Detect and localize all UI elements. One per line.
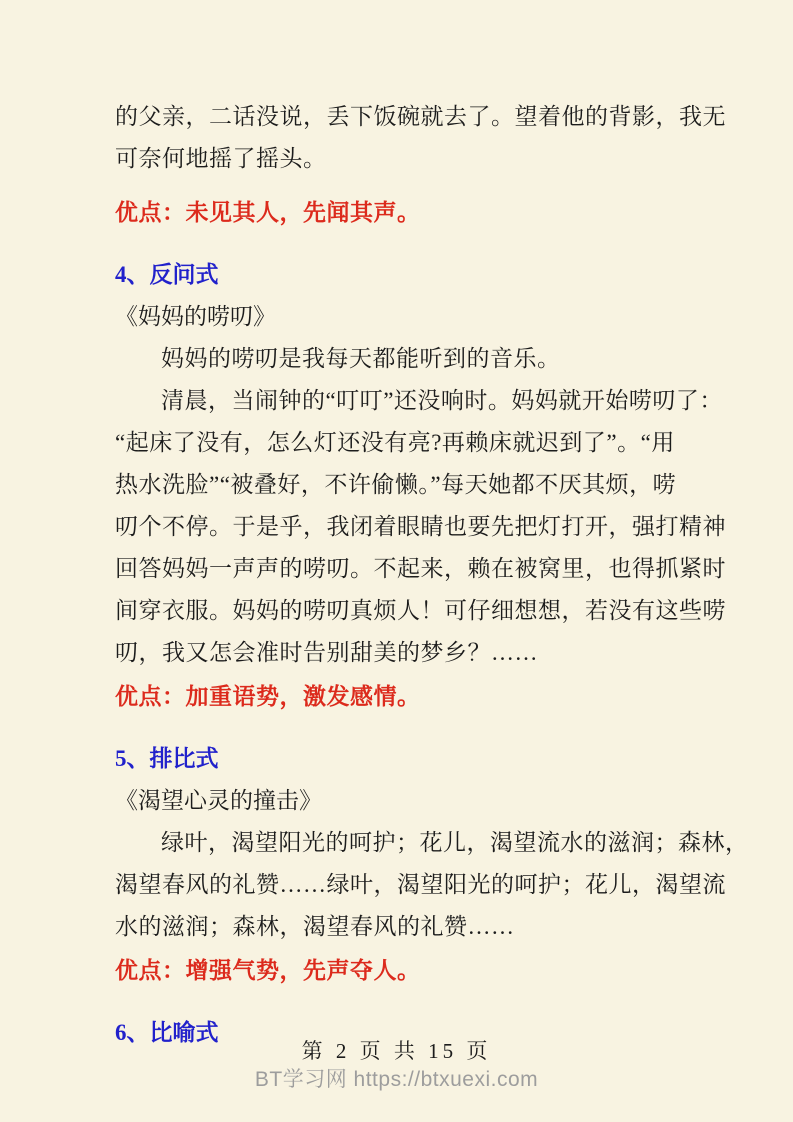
essay-title: 《妈妈的唠叨》 (115, 304, 276, 329)
merit-line: 优点：加重语势，激发感情。 (115, 684, 421, 709)
body-line: 回答妈妈一声声的唠叨。不起来，赖在被窝里，也得抓紧时 (115, 556, 726, 581)
merit-line: 优点：增强气势，先声夺人。 (115, 958, 421, 983)
body-line: 渴望春风的礼赞……绿叶，渴望阳光的呵护；花儿，渴望流 (115, 872, 726, 897)
body-line: 热水洗脸”“被叠好，不许偷懒。”每天她都不厌其烦，唠 (115, 472, 677, 497)
merit-line: 优点：未见其人，先闻其声。 (115, 200, 421, 225)
body-line: 叨个不停。于是乎，我闭着眼睛也要先把灯打开，强打精神 (115, 514, 726, 539)
page-footer (0, 1036, 793, 1094)
essay-title: 《渴望心灵的撞击》 (115, 788, 322, 813)
body-line: “起床了没有，怎么灯还没有亮?再赖床就迟到了”。“用 (115, 430, 675, 455)
body-line: 清晨，当闹钟的“叮叮”还没响时。妈妈就开始唠叨了： (161, 388, 723, 413)
body-line: 可奈何地摇了摇头。 (115, 146, 327, 171)
body-line: 的父亲，二话没说，丢下饭碗就去了。望着他的背影，我无 (115, 104, 726, 129)
section-heading-6: 6、比喻式 (115, 1020, 219, 1045)
section-heading-4: 4、反问式 (115, 262, 219, 287)
page-number: 第 2 页 共 15 页 (301, 1039, 492, 1063)
section-heading-5: 5、排比式 (115, 746, 219, 771)
body-line: 妈妈的唠叨是我每天都能听到的音乐。 (161, 346, 561, 371)
watermark: BT学习网 https://btxuexi.com (254, 1068, 539, 1091)
body-line: 水的滋润；森林，渴望春风的礼赞…… (115, 914, 515, 939)
body-line: 绿叶，渴望阳光的呵护；花儿，渴望流水的滋润；森林， (161, 830, 749, 855)
body-line: 间穿衣服。妈妈的唠叨真烦人！可仔细想想，若没有这些唠 (115, 598, 726, 623)
page-body (115, 96, 749, 1054)
body-line: 叨，我又怎会准时告别甜美的梦乡？…… (115, 640, 538, 665)
